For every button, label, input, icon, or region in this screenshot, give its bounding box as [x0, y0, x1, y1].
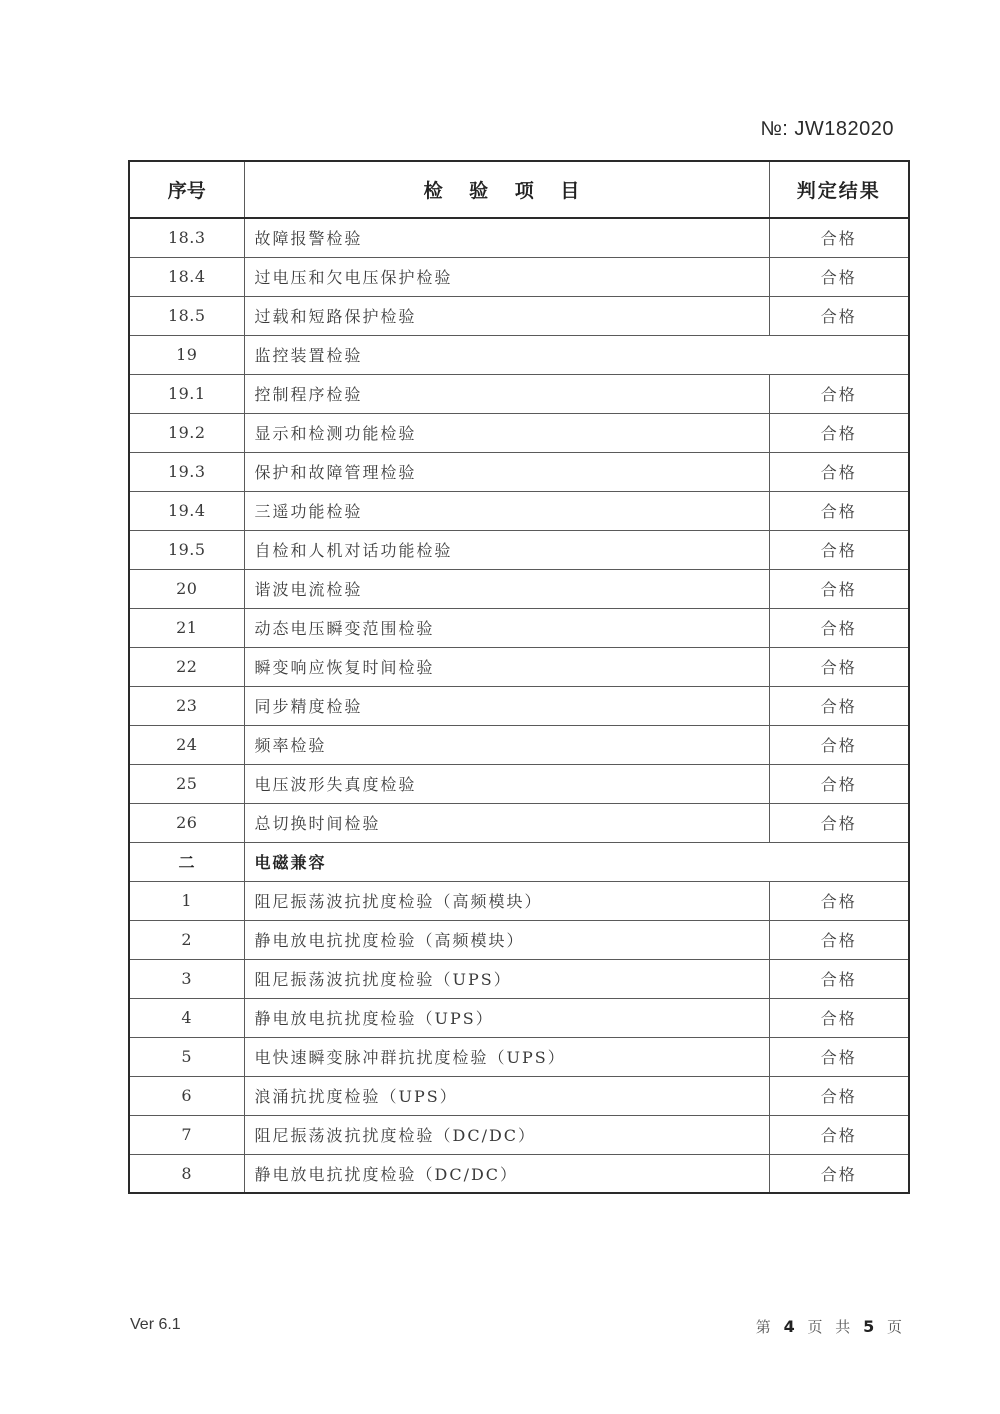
- table-row: [129, 881, 909, 920]
- inspection-item: 自检和人机对话功能检验: [244, 530, 769, 569]
- row-number: 4: [129, 998, 244, 1037]
- table-row: [129, 1154, 909, 1193]
- judgment-result: 合格: [769, 608, 909, 647]
- table-row: [129, 725, 909, 764]
- table-row: [129, 335, 909, 374]
- inspection-item: 谐波电流检验: [244, 569, 769, 608]
- inspection-item: 阻尼振荡波抗扰度检验（DC/DC）: [244, 1115, 769, 1154]
- inspection-item: 频率检验: [244, 725, 769, 764]
- judgment-result: 合格: [769, 296, 909, 335]
- judgment-result: 合格: [769, 1115, 909, 1154]
- inspection-item: 阻尼振荡波抗扰度检验（高频模块）: [244, 881, 769, 920]
- inspection-item: 过载和短路保护检验: [244, 296, 769, 335]
- row-number: 3: [129, 959, 244, 998]
- judgment-result: 合格: [769, 257, 909, 296]
- section-row: [129, 842, 909, 881]
- table-row: [129, 608, 909, 647]
- inspection-item: 控制程序检验: [244, 374, 769, 413]
- page-total: 5: [863, 1317, 879, 1336]
- row-number: 24: [129, 725, 244, 764]
- row-number: 2: [129, 920, 244, 959]
- table-row: [129, 218, 909, 257]
- inspection-item: 总切换时间检验: [244, 803, 769, 842]
- judgment-result: 合格: [769, 920, 909, 959]
- page-indicator: [756, 1316, 906, 1337]
- inspection-item: 过电压和欠电压保护检验: [244, 257, 769, 296]
- judgment-result: 合格: [769, 413, 909, 452]
- inspection-item: 静电放电抗扰度检验（高频模块）: [244, 920, 769, 959]
- table-row: [129, 296, 909, 335]
- row-number: 20: [129, 569, 244, 608]
- inspection-table: [128, 160, 910, 1194]
- row-number: 26: [129, 803, 244, 842]
- inspection-item: 浪涌抗扰度检验（UPS）: [244, 1076, 769, 1115]
- inspection-item: 同步精度检验: [244, 686, 769, 725]
- judgment-result: 合格: [769, 881, 909, 920]
- version-label: Ver 6.1: [130, 1316, 181, 1333]
- judgment-result: 合格: [769, 686, 909, 725]
- inspection-item: 显示和检测功能检验: [244, 413, 769, 452]
- table-row: [129, 998, 909, 1037]
- judgment-result: 合格: [769, 569, 909, 608]
- table-row: [129, 647, 909, 686]
- table-row: [129, 920, 909, 959]
- inspection-item: 三遥功能检验: [244, 491, 769, 530]
- table-row: [129, 452, 909, 491]
- judgment-result: 合格: [769, 452, 909, 491]
- row-number: 21: [129, 608, 244, 647]
- judgment-result: 合格: [769, 491, 909, 530]
- inspection-item: 保护和故障管理检验: [244, 452, 769, 491]
- judgment-result: 合格: [769, 647, 909, 686]
- table-row: [129, 569, 909, 608]
- column-header-result: 判定结果: [769, 161, 909, 218]
- row-number: 25: [129, 764, 244, 803]
- row-number: 23: [129, 686, 244, 725]
- judgment-result: 合格: [769, 530, 909, 569]
- row-number: 18.3: [129, 218, 244, 257]
- page-prefix: 第: [755, 1318, 775, 1336]
- column-header-no: 序号: [129, 161, 244, 218]
- judgment-result: 合格: [769, 959, 909, 998]
- row-number: 18.5: [129, 296, 244, 335]
- column-header-item: 检 验 项 目: [244, 161, 769, 218]
- table-row: [129, 374, 909, 413]
- table-body: [129, 218, 909, 1193]
- row-number: 7: [129, 1115, 244, 1154]
- inspection-item: 静电放电抗扰度检验（UPS）: [244, 998, 769, 1037]
- row-number: 二: [129, 842, 244, 881]
- page-mid: 页 共: [807, 1318, 855, 1336]
- table-row: [129, 959, 909, 998]
- row-number: 19: [129, 335, 244, 374]
- inspection-item: 阻尼振荡波抗扰度检验（UPS）: [244, 959, 769, 998]
- inspection-item: 电磁兼容: [244, 842, 909, 881]
- inspection-item: 静电放电抗扰度检验（DC/DC）: [244, 1154, 769, 1193]
- table-row: [129, 530, 909, 569]
- judgment-result: 合格: [769, 218, 909, 257]
- row-number: 19.4: [129, 491, 244, 530]
- judgment-result: 合格: [769, 1076, 909, 1115]
- table-header-row: [129, 161, 909, 218]
- table-row: [129, 686, 909, 725]
- table-row: [129, 803, 909, 842]
- row-number: 8: [129, 1154, 244, 1193]
- row-number: 19.2: [129, 413, 244, 452]
- judgment-result: 合格: [769, 725, 909, 764]
- row-number: 22: [129, 647, 244, 686]
- row-number: 19.3: [129, 452, 244, 491]
- table-row: [129, 1076, 909, 1115]
- row-number: 6: [129, 1076, 244, 1115]
- judgment-result: 合格: [769, 998, 909, 1037]
- page-current: 4: [783, 1317, 799, 1336]
- table-row: [129, 1037, 909, 1076]
- judgment-result: 合格: [769, 374, 909, 413]
- table-row: [129, 1115, 909, 1154]
- inspection-item: 电快速瞬变脉冲群抗扰度检验（UPS）: [244, 1037, 769, 1076]
- page-suffix: 页: [886, 1318, 906, 1336]
- judgment-result: 合格: [769, 1154, 909, 1193]
- table-row: [129, 413, 909, 452]
- row-number: 18.4: [129, 257, 244, 296]
- inspection-item: 动态电压瞬变范围检验: [244, 608, 769, 647]
- judgment-result: 合格: [769, 764, 909, 803]
- document-number: №: JW182020: [760, 118, 894, 140]
- row-number: 5: [129, 1037, 244, 1076]
- row-number: 19.1: [129, 374, 244, 413]
- inspection-item: 故障报警检验: [244, 218, 769, 257]
- row-number: 19.5: [129, 530, 244, 569]
- table-row: [129, 257, 909, 296]
- table-row: [129, 764, 909, 803]
- row-number: 1: [129, 881, 244, 920]
- judgment-result: 合格: [769, 1037, 909, 1076]
- judgment-result: 合格: [769, 803, 909, 842]
- inspection-item: 监控装置检验: [244, 335, 909, 374]
- inspection-item: 电压波形失真度检验: [244, 764, 769, 803]
- table-row: [129, 491, 909, 530]
- inspection-item: 瞬变响应恢复时间检验: [244, 647, 769, 686]
